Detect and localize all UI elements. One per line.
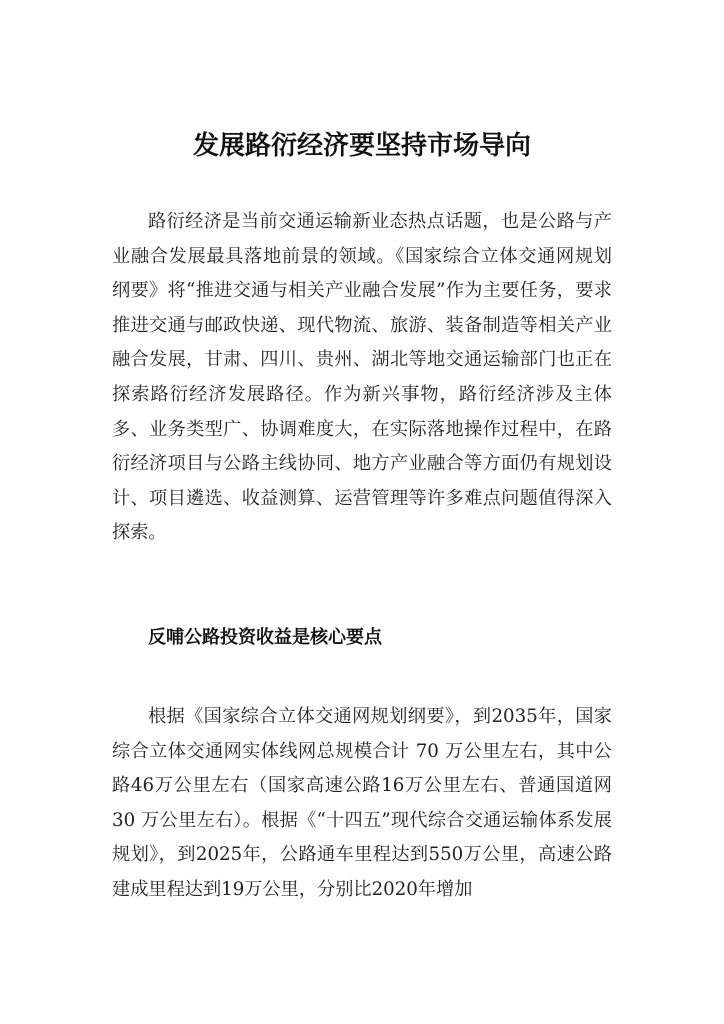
intro-paragraph: 路衍经济是当前交通运输新业态热点话题，也是公路与产业融合发展最具落地前景的领域。《国家综合立体交通网规划纲要》将“推进交通与相关产业融合发展”作为主要任务，要求推进交通与邮政快递、现代物流、旅游、装备制造等相关产业融合发展，甘肃、四川、贵州、湖北等地交通运输部门也正在探索路衍经济发展路径。作为新兴事物，路衍经济涉及主体多、业务类型广、协调难度大，在实际落地操作过程中，在路衍经济项目与公路主线协同、地方产业融合等方面仍有规划设计、项目遴选、收益测算、运营管理等许多难点问题值得深入探索。: [112, 211, 612, 544]
section-heading: 反哺公路投资收益是核心要点: [148, 627, 382, 648]
body-paragraph: 根据《国家综合立体交通网规划纲要》，到2035年，国家综合立体交通网实体线网总规模合计 70 万公里左右，其中公路46万公里左右（国家高速公路16万公里左右、普通国道网 30 万公里左右）。根据《“十四五”现代综合交通运输体系发展规划》，到2025年，公路通车里程达到550万公里，高速公路建成里程达到19万公里，分别比2020年增加: [112, 706, 612, 900]
page-title: 发展路衍经济要坚持市场导向: [192, 131, 531, 161]
